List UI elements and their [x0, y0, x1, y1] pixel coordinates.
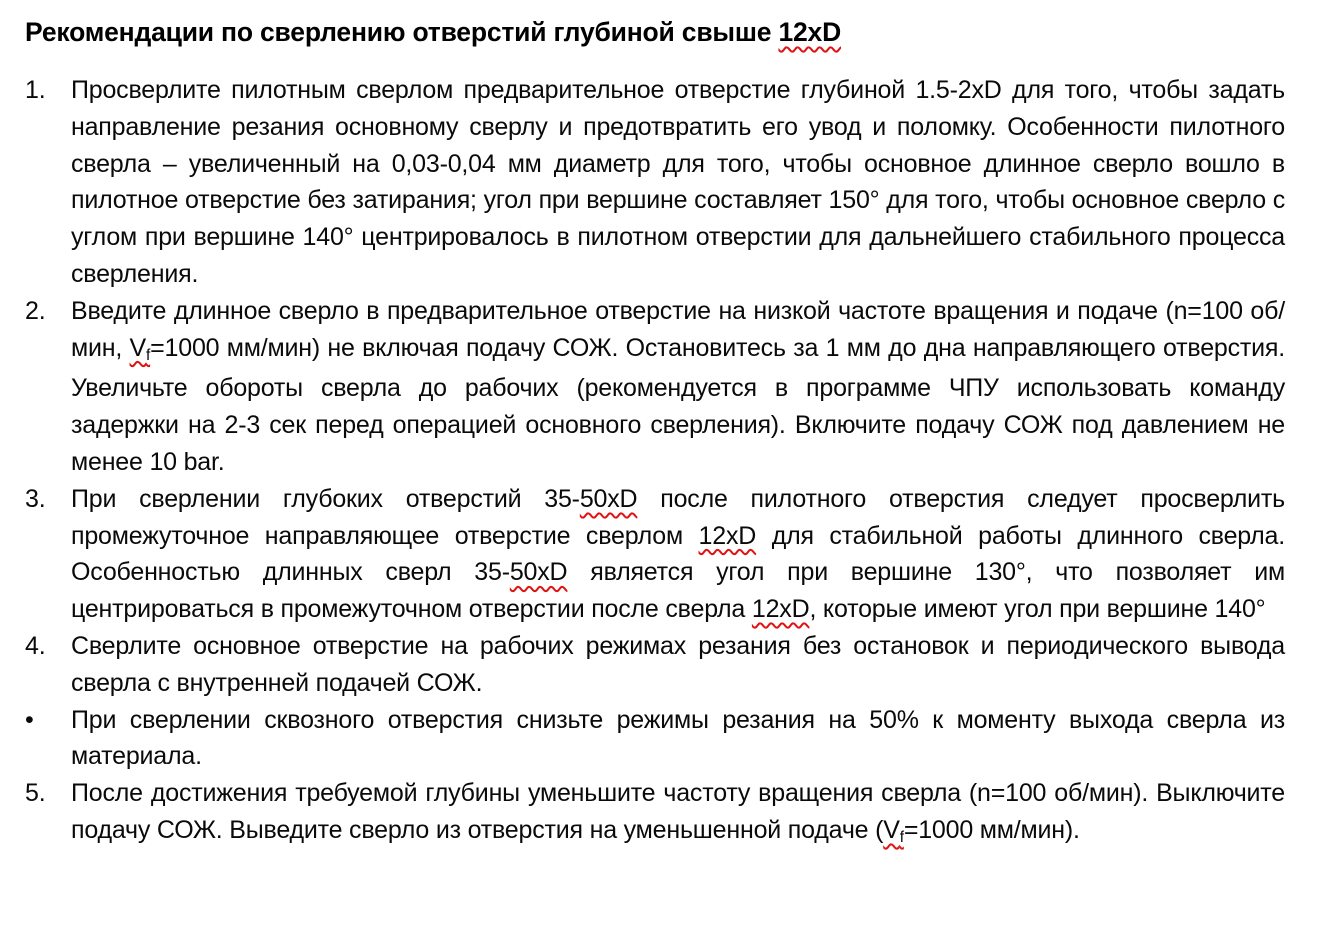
text-run: , которые имеют угол при вершине 140° — [809, 595, 1266, 624]
spellcheck-flagged-text — [130, 334, 151, 362]
spellcheck-flagged-text — [883, 815, 904, 847]
list-item — [25, 293, 1285, 481]
text-run: =1000 мм/мин). — [903, 815, 1080, 844]
list-item-text — [71, 481, 1285, 628]
number-marker: 5. — [25, 779, 46, 808]
text-run: V — [129, 333, 147, 362]
text-run: для стабильной работы длинного сверла. Особенностью длинных сверл 35- — [71, 521, 1285, 587]
text-run: Введите длинное сверло в предварительное отверстие на низкой частоте вращения и подаче (n=100 об/мин, — [71, 296, 1285, 362]
bullet-marker: • — [25, 705, 34, 734]
list-item-text — [71, 775, 1285, 853]
text-run: f — [146, 346, 151, 364]
text-run: после пилотного отверстия следует просверлить промежуточное направляющее отверстие сверлом — [71, 484, 1286, 550]
text-run: Рекомендации по сверлению отверстий глубиной свыше — [25, 17, 779, 47]
text-run: является угол при вершине 130°, что позволяет им центрироваться в промежуточном отверстии после сверла — [71, 558, 1286, 624]
text-run: f — [899, 829, 904, 847]
text-run: Просверлите пилотным сверлом предварительное отверстие глубиной 1.5-2xD для того, чтобы задать направление резания основному сверлу и предотвратить его увод и поломку. Особенности пилотного сверла – увеличенный на 0,03-0,04 мм диаметр для того, чтобы основное длинное сверло вошло в пилотное отверстие без затирания; угол при вершине составляет 150° для того, чтобы основное сверло с углом при вершине 140° центрировалось в пилотном отверстии для дальнейшего стабильного процесса сверления. — [71, 76, 1285, 288]
spellcheck-flagged-text: 12xD — [751, 595, 810, 624]
spellcheck-flagged-text: 12xD — [698, 521, 757, 550]
recommendations-list — [25, 72, 1285, 853]
list-item — [25, 775, 1285, 853]
number-marker: 4. — [25, 631, 46, 660]
text-run: При сверлении глубоких отверстий 35- — [71, 484, 580, 513]
list-item — [25, 628, 1285, 702]
spellcheck-flagged-text: 12xD — [778, 17, 842, 47]
list-item-text — [71, 72, 1285, 293]
text-run: При сверлении сквозного отверстия снизьте режимы резания на 50% к моменту выхода сверла из материала. — [71, 705, 1285, 771]
list-item — [25, 481, 1285, 628]
document-title — [25, 14, 1285, 51]
text-run: V — [883, 815, 900, 844]
list-item-text — [71, 628, 1285, 702]
text-run: Сверлите основное отверстие на рабочих режимах резания без остановок и периодического вывода сверла с внутренней подачей СОЖ. — [71, 631, 1285, 697]
spellcheck-flagged-text: 50xD — [579, 484, 638, 513]
text-run: После достижения требуемой глубины уменьшите частоту вращения сверла (n=100 об/мин). Выключите подачу СОЖ. Выведите сверло из отверстия на уменьшенной подаче ( — [71, 779, 1285, 844]
list-item-text — [71, 702, 1285, 776]
list-item — [25, 72, 1285, 293]
spellcheck-flagged-text: 50xD — [509, 558, 568, 587]
text-run: =1000 мм/мин) не включая подачу СОЖ. Остановитесь за 1 мм до дна направляющего отверстия. Увеличьте обороты сверла до рабочих (рекомендуется в программе ЧПУ использовать команду задержки на 2-3 сек перед операцией основного сверления). Включите подачу СОЖ под давлением не менее 10 bar. — [71, 333, 1285, 476]
number-marker: 1. — [25, 76, 46, 104]
list-item — [25, 702, 1285, 776]
list-item-text — [71, 293, 1285, 481]
number-marker: 2. — [25, 296, 46, 325]
number-marker: 3. — [25, 484, 46, 513]
